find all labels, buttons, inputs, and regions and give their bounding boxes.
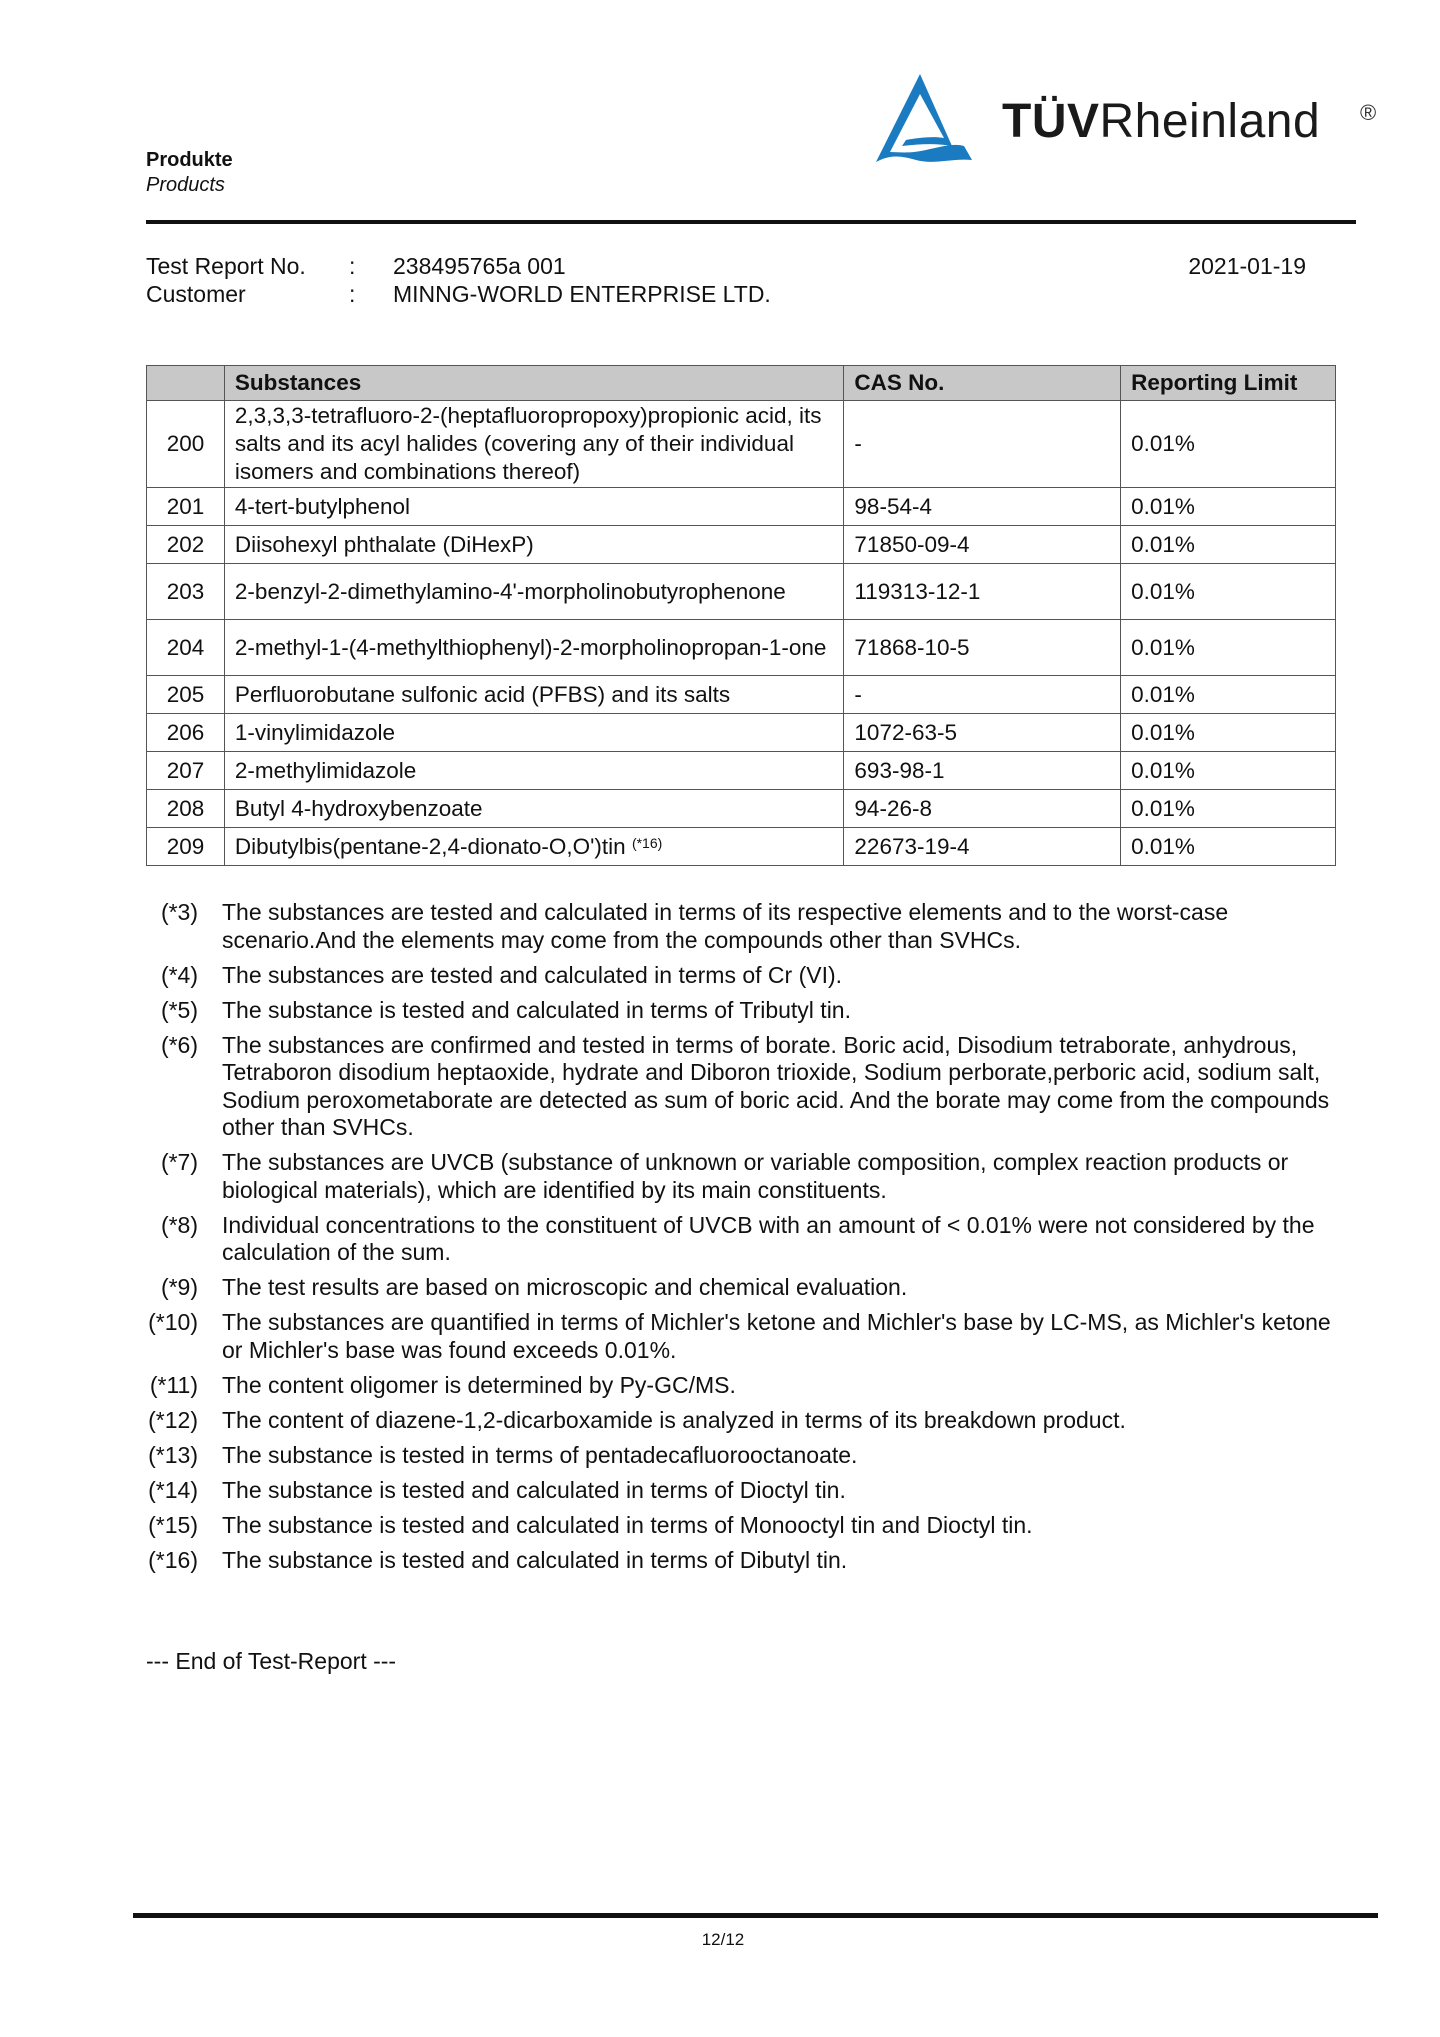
footnote-mark: (*14) [148,1476,198,1503]
reporting-limit: 0.01% [1121,828,1336,866]
reporting-limit: 0.01% [1121,676,1336,714]
footnote-item [140,1032,1340,1142]
colon: : [349,281,356,307]
footnote-text: The substance is tested and calculated in terms of Tributyl tin. [222,996,851,1023]
footnote-text: The substances are tested and calculated in terms of its respective elements and to the worst-case scenario.And the elements may come from the compounds other than SVHCs. [222,899,1229,953]
footnote-text: The substances are quantified in terms of Michler's ketone and Michler's base by LC-MS, as Michler's ketone or Michler's base was found exceeds 0.01%. [222,1309,1331,1363]
reporting-limit: 0.01% [1121,564,1336,620]
cas-number: 1072-63-5 [844,714,1121,752]
footnote-item [140,1212,1340,1267]
footnote-item [140,1547,1340,1575]
cas-number: 22673-19-4 [844,828,1121,866]
customer-row [146,280,1306,308]
page-number-container [0,1930,1440,1950]
substances-table [146,365,1336,866]
row-number: 207 [147,752,225,790]
substance-name: 2-methylimidazole [224,752,844,790]
footnote-item [140,899,1340,954]
tuv-rheinland-logo [872,70,1392,170]
substance-name: 2-benzyl-2-dimethylamino-4'-morpholinobutyrophenone [224,564,844,620]
substance-name: 2,3,3,3-tetrafluoro-2-(heptafluoropropoxy)propionic acid, its salts and its acyl halides (covering any of their individual isomers and combinations thereof) [224,401,844,488]
footnote-text: The content of diazene-1,2-dicarboxamide is analyzed in terms of its breakdown product. [222,1406,1126,1433]
footnote-text: Individual concentrations to the constituent of UVCB with an amount of < 0.01% were not considered by the calculation of the sum. [222,1211,1315,1265]
substance-name: Butyl 4-hydroxybenzoate [224,790,844,828]
footnote-mark: (*5) [160,996,198,1023]
footnote-mark: (*15) [148,1511,198,1538]
substance-name: 1-vinylimidazole [224,714,844,752]
footnote-text: The substances are tested and calculated in terms of Cr (VI). [222,961,843,988]
substance-name: Perfluorobutane sulfonic acid (PFBS) and its salts [224,676,844,714]
cas-number: 71868-10-5 [844,620,1121,676]
reporting-limit: 0.01% [1121,526,1336,564]
footnote-mark: (*3) [160,899,198,925]
report-number-value: 238495765a 001 [393,253,566,279]
footnote-text: The test results are based on microscopic and chemical evaluation. [222,1274,908,1300]
registered-mark: ® [1360,100,1377,125]
report-meta [146,252,1306,308]
footnote-item [140,962,1340,990]
page-number: 12/12 [701,1930,745,1949]
reporting-limit: 0.01% [1121,620,1336,676]
footnote-item [140,1372,1340,1400]
report-date: 2021-01-19 [1188,253,1306,279]
table-row [147,790,1336,828]
table-row [147,564,1336,620]
cas-number: 94-26-8 [844,790,1121,828]
department-en: Products [146,174,225,196]
tuv-triangle-icon [872,70,982,170]
footnote-item [140,1407,1340,1435]
table-row [147,714,1336,752]
substance-name: 4-tert-butylphenol [224,488,844,526]
footnote-mark: (*16) [148,1546,198,1573]
table-header-row [147,366,1336,401]
footnote-text: The content oligomer is determined by Py-GC/MS. [222,1371,736,1398]
footnotes [140,899,1340,1582]
reporting-limit: 0.01% [1121,401,1336,488]
report-number-label: Test Report No. [146,253,306,279]
row-number: 206 [147,714,225,752]
cas-number: 71850-09-4 [844,526,1121,564]
row-number: 205 [147,676,225,714]
footnote-text: The substance is tested and calculated in terms of Dibutyl tin. [222,1546,848,1573]
footnote-mark: (*12) [148,1406,198,1433]
footnote-text: The substances are UVCB (substance of unknown or variable composition, complex reaction products or biological materials), which are identified by its main constituents. [222,1149,1289,1203]
footnote-mark: (*6) [160,1031,198,1058]
substance-name: Dibutylbis(pentane-2,4-dionato-O,O')tin [234,833,626,859]
footnote-mark: (*10) [148,1309,198,1335]
footnote-item [140,1149,1340,1204]
table-row [147,676,1336,714]
table-row [147,828,1336,866]
reporting-limit: 0.01% [1121,488,1336,526]
reporting-limit: 0.01% [1121,714,1336,752]
customer-label: Customer [146,281,246,307]
colon: : [349,253,356,279]
table-row [147,526,1336,564]
footnote-item [140,1442,1340,1470]
substance-name: Diisohexyl phthalate (DiHexP) [224,526,844,564]
end-of-report: --- End of Test-Report --- [146,1648,397,1674]
reporting-limit: 0.01% [1121,752,1336,790]
footnote-item [140,1477,1340,1505]
brand-name: TÜVRheinland [1002,95,1321,148]
footnote-text: The substances are confirmed and tested in terms of borate. Boric acid, Disodium tetraborate, anhydrous, Tetraboron disodium heptaoxide, hydrate and Diboron trioxide, Sodium perborate,perboric acid, sodium salt, Sodium peroxometaborate are detected as sum of boric acid. And the borate may come from the compounds other than SVHCs. [222,1031,1330,1140]
reporting-limit: 0.01% [1121,790,1336,828]
col-header-cas: CAS No. [844,366,1121,401]
row-number: 201 [147,488,225,526]
col-header-substances: Substances [224,366,844,401]
row-number: 200 [147,401,225,488]
cas-number: 119313-12-1 [844,564,1121,620]
table-row [147,752,1336,790]
department-de: Produkte [146,149,233,171]
cas-number: 693-98-1 [844,752,1121,790]
col-header-no [147,366,225,401]
header-divider [146,220,1356,224]
col-header-limit: Reporting Limit [1121,366,1336,401]
footnote-item [140,1512,1340,1540]
footnote-mark: (*4) [160,961,198,988]
footnote-mark: (*9) [160,1274,198,1300]
cas-number: - [844,401,1121,488]
row-number: 203 [147,564,225,620]
substance-cell [224,828,844,866]
footnote-text: The substance is tested in terms of pentadecafluorooctanoate. [222,1441,858,1468]
footnote-item [140,1274,1340,1302]
footnote-mark: (*11) [149,1371,198,1398]
table-row [147,401,1336,488]
report-number-row [146,252,1306,280]
row-number: 209 [147,828,225,866]
footer-divider [133,1913,1378,1918]
row-number: 204 [147,620,225,676]
row-number: 202 [147,526,225,564]
table-row [147,488,1336,526]
footnote-text: The substance is tested and calculated in terms of Monooctyl tin and Dioctyl tin. [222,1511,1033,1538]
footnote-text: The substance is tested and calculated in terms of Dioctyl tin. [222,1476,846,1503]
footnote-item [140,1309,1340,1364]
department-heading [146,148,233,198]
row-number: 208 [147,790,225,828]
table-row [147,620,1336,676]
substance-name: 2-methyl-1-(4-methylthiophenyl)-2-morpholinopropan-1-one [224,620,844,676]
customer-value: MINNG-WORLD ENTERPRISE LTD. [393,281,771,307]
cas-number: - [844,676,1121,714]
footnote-item [140,997,1340,1025]
footnote-mark: (*13) [148,1441,198,1468]
footnote-mark: (*7) [160,1149,198,1175]
cas-number: 98-54-4 [844,488,1121,526]
footnote-mark: (*8) [160,1211,198,1238]
footnote-ref: (*16) [631,834,663,851]
